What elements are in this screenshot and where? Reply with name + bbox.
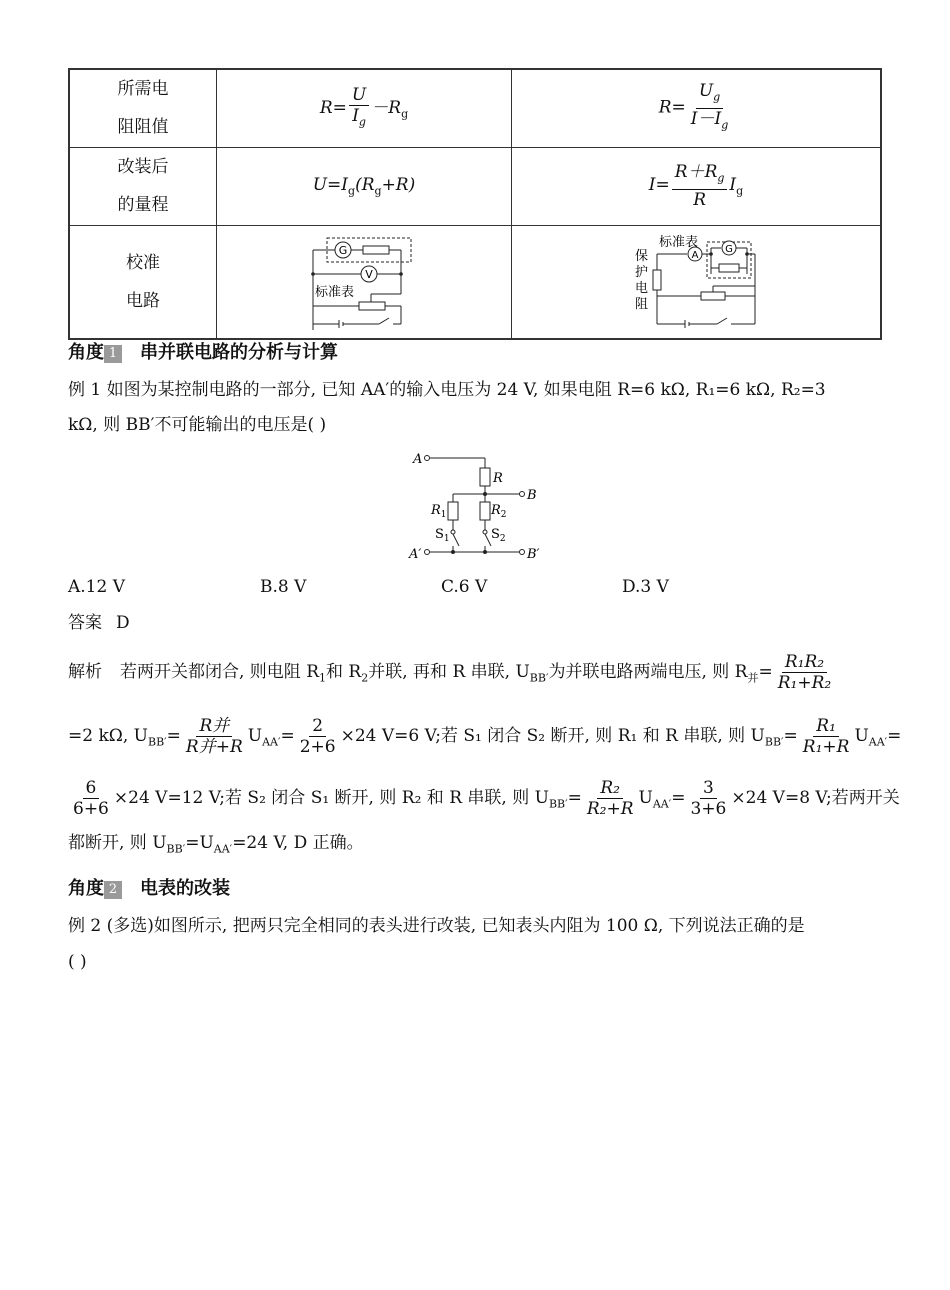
- table-row: [69, 225, 881, 339]
- section-heading-2: 角度 2 电表的改装: [68, 878, 230, 899]
- option-c[interactable]: C.6 V: [441, 577, 488, 597]
- table-row: [69, 69, 881, 147]
- svg-text:S1: $S_1$: [435, 527, 450, 544]
- standard-meter-label: 标准表: [315, 284, 355, 300]
- formula-cell: R= $\frac{U_g}{I-I_g}$: [512, 69, 882, 147]
- voltmeter-icon: V: [365, 267, 373, 281]
- svg-text:保: 保: [635, 248, 649, 264]
- row-header: 校准 电路: [69, 225, 217, 339]
- answer: 答案 D: [68, 613, 130, 633]
- formula-cell: I= $\frac{R+R_g}{R}$ $I_g$: [512, 147, 882, 225]
- option-b[interactable]: B.8 V: [260, 577, 307, 597]
- svg-text:B: B: [527, 488, 537, 503]
- table-row: [69, 147, 881, 225]
- svg-text:R2: $R_2$: [491, 503, 507, 520]
- svg-text:A: A: [413, 452, 423, 467]
- option-d[interactable]: D.3 V: [622, 577, 669, 597]
- example2-text: 例 2 (多选)如图所示, 把两只完全相同的表头进行改装, 已知表头内阻为 100 Ω, 下列说法正确的是: [68, 916, 805, 936]
- row-header: 改装后 的量程: [69, 147, 217, 225]
- section-heading-1: 角度 1 串并联电路的分析与计算: [68, 342, 338, 363]
- svg-text:护: 护: [635, 264, 649, 280]
- formula-cell: R= $\frac{U}{I_g}$ $-R_g$: [217, 69, 512, 147]
- svg-text:R: R: [493, 471, 503, 486]
- option-a[interactable]: A.12 V: [68, 577, 125, 597]
- comparison-table: [68, 68, 882, 340]
- svg-text:S2: $S_2$: [491, 527, 506, 544]
- ammeter-icon: A: [691, 249, 699, 261]
- galvanometer-icon: G: [725, 243, 733, 255]
- svg-text:R1: $R_1$: [431, 503, 447, 520]
- circuit-cell: [217, 225, 512, 339]
- svg-text:阻: 阻: [635, 296, 649, 312]
- svg-text:A′: A′: [409, 547, 422, 562]
- svg-text:电: 电: [635, 280, 649, 296]
- analysis-line: 都断开, 则 $U_{BB'}=U_{AA'}=24$ V, D 正确。: [68, 833, 364, 856]
- galvanometer-icon: G: [338, 243, 348, 257]
- example1-text: 例 1 如图为某控制电路的一部分, 已知 AA′的输入电压为 24 V, 如果电阻 R=6 kΩ, R₁=6 kΩ, R₂=3: [68, 380, 826, 400]
- protection-resistor-label: [635, 249, 648, 312]
- analysis-line: $\frac{6}{6+6}$ ×24 V=12 V;若 S₂ 闭合 S₁ 断开, 则 R₂ 和 R 串联, 则 $U_{BB'}=$ $\frac{\text{R₂}}{\text{R₂+R}}$ $U_{AA'}=$ $\frac{3}{3+6}$ ×24 V=8 V;若两开关: [73, 778, 900, 819]
- ammeter-calibration-circuit: [631, 234, 761, 330]
- row-header: 所需电 阻阻值: [69, 69, 217, 147]
- control-circuit-figure: [405, 446, 555, 566]
- analysis-line: =2 kΩ, $U_{BB'}=$ $\frac{\text{R并}}{\text{R并+R}}$ $U_{AA'}=$ $\frac{2}{2+6}$ ×24 V=6 V;若 S₁ 闭合 S₂ 断开, 则 R₁ 和 R 串联, 则 $U_{BB'}=$ $\frac{\text{R₁}}{\text{R₁+R}}$ $U_{AA'}=$: [68, 716, 902, 757]
- analysis-line: 解析 若两开关都闭合, 则电阻 $R_1$和 $R_2$并联, 再和 R 串联, $U_{BB'}$为并联电路两端电压, 则 $R_并=$ $\frac{\text{R₁R₂}}{\text{R₁+R₂}}$: [68, 652, 832, 693]
- formula-cell: $U=I_g(R_g+R)$: [217, 147, 512, 225]
- example2-text: ( ): [68, 952, 87, 972]
- svg-text:B′: B′: [527, 547, 540, 562]
- voltmeter-calibration-circuit: [309, 234, 419, 330]
- example1-text: kΩ, 则 BB′不可能输出的电压是( ): [68, 415, 327, 435]
- standard-meter-label: 标准表: [659, 234, 699, 250]
- circuit-cell: [512, 225, 882, 339]
